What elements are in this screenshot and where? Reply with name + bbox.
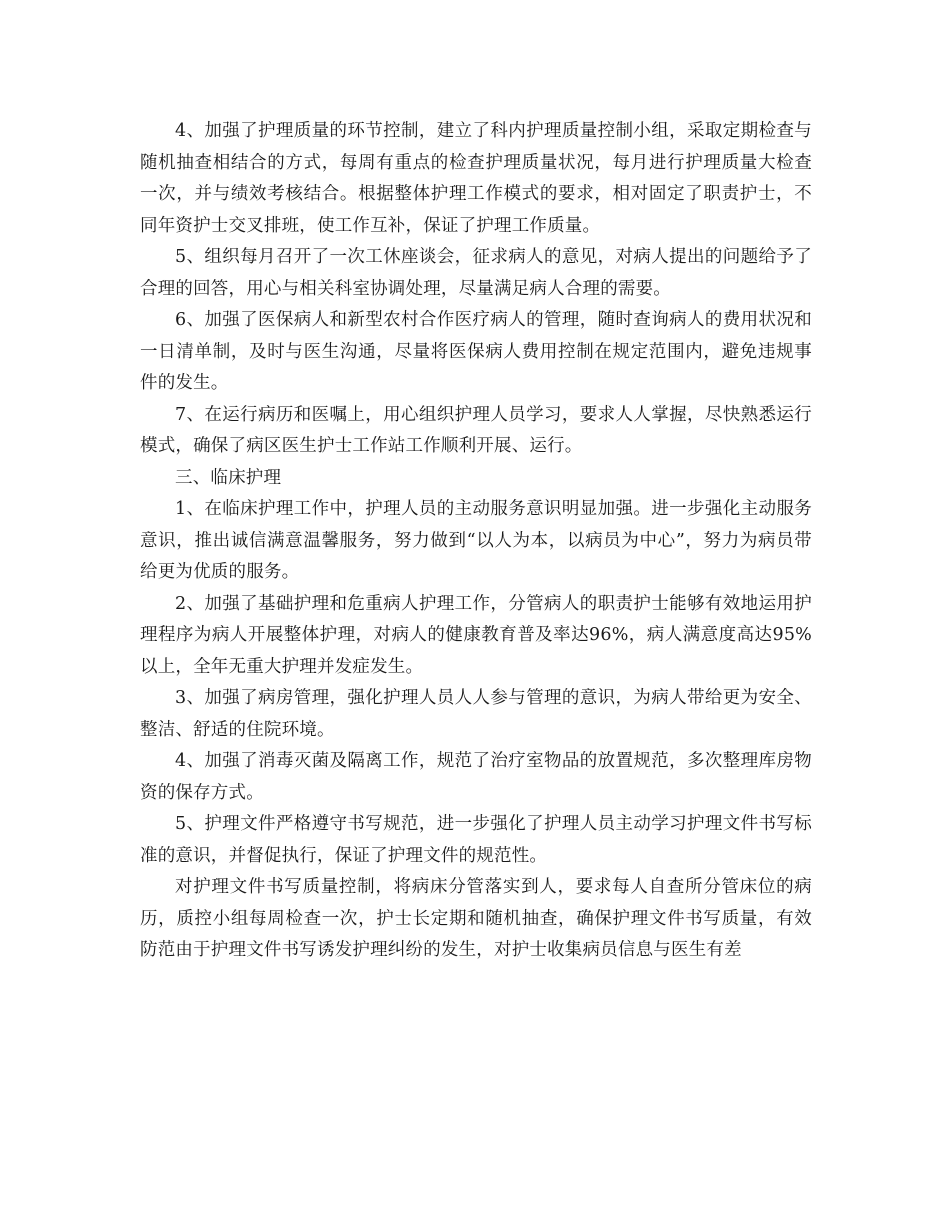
paragraph-1-service-awareness: 1、在临床护理工作中，护理人员的主动服务意识明显加强。进一步强化主动服务意识，推出诚信满意温馨服务，努力做到“以人为本，以病员为中心”，努力为病员带给更为优质的服务。 [140, 499, 812, 582]
section-heading-clinical-nursing: 三、临床护理 [175, 467, 282, 488]
document-body [140, 116, 812, 967]
paragraph-6-insurance-patients: 6、加强了医保病人和新型农村合作医疗病人的管理，随时查询病人的费用状况和一日清单制，及时与医生沟通，尽量将医保病人费用控制在规定范围内，避免违规事件的发生。 [140, 310, 812, 393]
paragraph-5-patient-meeting: 5、组织每月召开了一次工休座谈会，征求病人的意见，对病人提出的问题给予了合理的回答，用心与相关科室协调处理，尽量满足病人合理的需要。 [140, 247, 812, 299]
paragraph-2-basic-nursing: 2、加强了基础护理和危重病人护理工作，分管病人的职责护士能够有效地运用护理程序为病人开展整体护理，对病人的健康教育普及率达96%，病人满意度高达95%以上，全年无重大护理并发症发生。 [140, 593, 812, 677]
paragraph-4-disinfection: 4、加强了消毒灭菌及隔离工作，规范了治疗室物品的放置规范，多次整理库房物资的保存方式。 [140, 751, 812, 803]
paragraph-5-nursing-documents: 5、护理文件严格遵守书写规范，进一步强化了护理人员主动学习护理文件书写标准的意识，并督促执行，保证了护理文件的规范性。 [140, 814, 812, 866]
paragraph-3-ward-management: 3、加强了病房管理，强化护理人员人人参与管理的意识，为病人带给更为安全、整洁、舒适的住院环境。 [140, 688, 812, 740]
paragraph-document-quality-control: 对护理文件书写质量控制，将病床分管落实到人，要求每人自查所分管床位的病历，质控小组每周检查一次，护士长定期和随机抽查，确保护理文件书写质量，有效防范由于护理文件书写诱发护理纠纷的发生，对护士收集病员信息与医生有差 [140, 877, 812, 960]
paragraph-4-quality-control: 4、加强了护理质量的环节控制，建立了科内护理质量控制小组，采取定期检查与随机抽查相结合的方式，每周有重点的检查护理质量状况，每月进行护理质量大检查一次，并与绩效考核结合。根据整体护理工作模式的要求，相对固定了职责护士，不同年资护士交叉排班，使工作互补，保证了护理工作质量。 [140, 121, 812, 236]
paragraph-7-medical-records: 7、在运行病历和医嘱上，用心组织护理人员学习，要求人人掌握，尽快熟悉运行模式，确保了病区医生护士工作站工作顺利开展、运行。 [140, 404, 812, 456]
